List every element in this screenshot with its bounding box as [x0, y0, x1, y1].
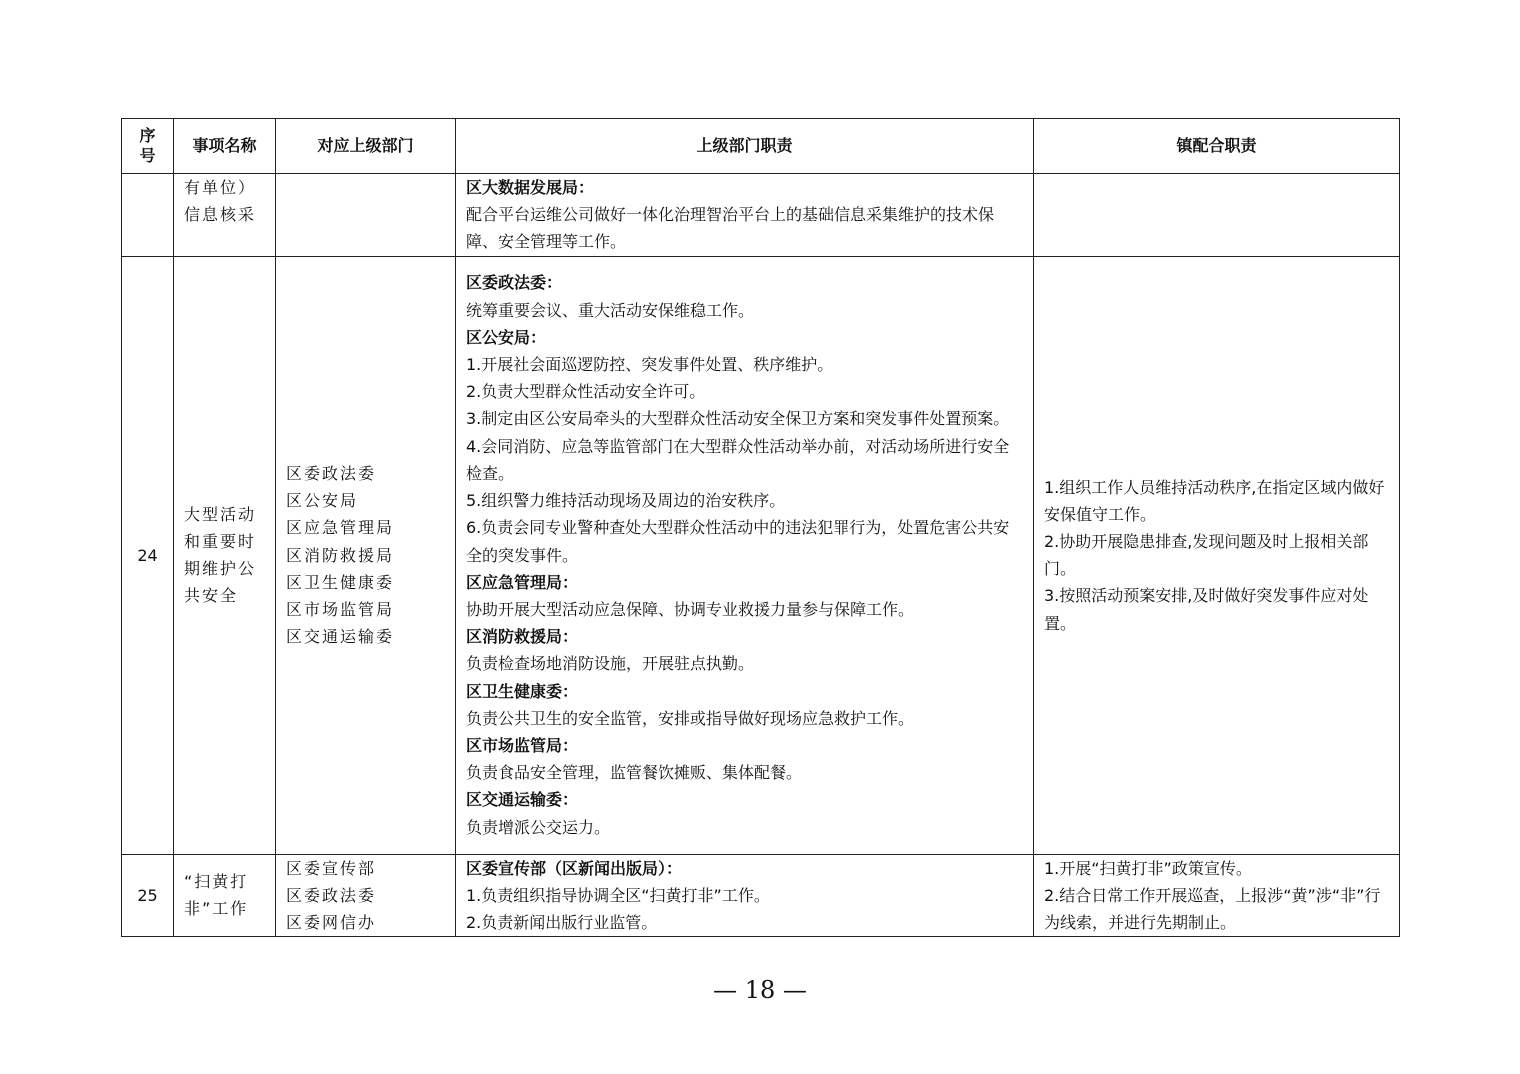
- row-superior-depts: [276, 256, 456, 854]
- item-name-line: 信息核采: [184, 205, 257, 225]
- item-name-line: 有单位）: [184, 178, 257, 197]
- duty-dept-heading: 区大数据发展局：: [466, 178, 595, 197]
- duty-dept-heading: 区委宣传部（区新闻出版局）：: [466, 858, 683, 878]
- header-serial: 序号: [122, 119, 174, 174]
- row-item-name: [174, 256, 276, 854]
- header-town-duties: 镇配合职责: [1034, 119, 1400, 174]
- item-name-line: 期维护公: [184, 559, 257, 579]
- duty-dept-heading: 区应急管理局：: [466, 572, 579, 592]
- row-town-duties: [1034, 256, 1400, 854]
- header-superior-dept: 对应上级部门: [276, 119, 456, 174]
- table-row: [122, 256, 1400, 854]
- dept-name: 区市场监管局: [286, 599, 395, 619]
- item-name-line: 大型活动: [184, 504, 257, 524]
- duty-text: 3.制定由区公安局牵头的大型群众性活动安全保卫方案和突发事件处置预案。: [466, 409, 1010, 429]
- duty-dept-heading: 区卫生健康委：: [466, 681, 579, 701]
- duty-text: 4.会同消防、应急等监管部门在大型群众性活动举办前，对活动场所进行安全检查。: [466, 436, 1010, 483]
- town-duty-text: 2.结合日常工作开展巡查，上报涉“黄”涉“非”行为线索，并进行先期制止。: [1044, 885, 1381, 933]
- item-name-line: 共安全: [184, 586, 239, 606]
- duty-text: 负责增派公交运力。: [466, 817, 611, 837]
- row-superior-duties: [456, 256, 1034, 854]
- dept-name: 区公安局: [286, 491, 359, 511]
- row-town-duties: [1034, 854, 1400, 937]
- row-serial: [122, 174, 174, 257]
- duty-text: 负责食品安全管理，监管餐饮摊贩、集体配餐。: [466, 763, 803, 783]
- header-superior-duties: 上级部门职责: [456, 119, 1034, 174]
- row-serial: 25: [122, 854, 174, 937]
- duty-dept-heading: 区市场监管局：: [466, 735, 579, 755]
- duty-dept-heading: 区交通运输委：: [466, 790, 579, 810]
- row-superior-depts: [276, 174, 456, 257]
- dept-name: 区委宣传部: [286, 858, 377, 878]
- header-item-name: 事项名称: [174, 119, 276, 174]
- duty-dept-heading: 区消防救援局：: [466, 627, 579, 647]
- row-superior-duties: [456, 854, 1034, 937]
- duty-text: 负责公共卫生的安全监管，安排或指导做好现场应急救护工作。: [466, 708, 915, 728]
- responsibility-table: [121, 118, 1400, 937]
- table-row: [122, 854, 1400, 937]
- town-duty-text: 3.按照活动预案安排,及时做好突发事件应对处置。: [1044, 586, 1369, 633]
- row-superior-depts: [276, 854, 456, 937]
- duty-text: 5.组织警力维持活动现场及周边的治安秩序。: [466, 491, 786, 511]
- row-serial: 24: [122, 256, 174, 854]
- table-row: [122, 174, 1400, 257]
- town-duty-text: 1.组织工作人员维持活动秩序,在指定区域内做好安保值守工作。: [1044, 477, 1385, 524]
- row-item-name: [174, 174, 276, 257]
- dept-name: 区交通运输委: [286, 627, 395, 647]
- dept-name: 区委政法委: [286, 885, 377, 905]
- item-name-line: 非”工作: [184, 899, 249, 919]
- duty-text: 1.开展社会面巡逻防控、突发事件处置、秩序维护。: [466, 355, 834, 375]
- dept-name: 区委网信办: [286, 913, 377, 933]
- duty-text: 2.负责大型群众性活动安全许可。: [466, 382, 706, 402]
- duty-text: 协助开展大型活动应急保障、协调专业救援力量参与保障工作。: [466, 599, 915, 619]
- item-name-line: 和重要时: [184, 531, 257, 551]
- dept-name: 区应急管理局: [286, 518, 395, 538]
- duty-dept-heading: 区委政法委：: [466, 273, 563, 293]
- page-number: — 18 —: [713, 976, 807, 1004]
- dept-name: 区委政法委: [286, 463, 377, 483]
- row-town-duties: [1034, 174, 1400, 257]
- dept-name: 区卫生健康委: [286, 572, 395, 592]
- duty-text: 统筹重要会议、重大活动安保维稳工作。: [466, 300, 755, 320]
- row-superior-duties: [456, 174, 1034, 257]
- duty-text: 6.负责会同专业警种查处大型群众性活动中的违法犯罪行为，处置危害公共安全的突发事件。: [466, 518, 1010, 565]
- duty-text: 2.负责新闻出版行业监管。: [466, 913, 658, 933]
- duty-text: 负责检查场地消防设施，开展驻点执勤。: [466, 654, 755, 674]
- town-duty-text: 1.开展“扫黄打非”政策宣传。: [1044, 858, 1252, 878]
- table-header-row: [122, 119, 1400, 174]
- town-duty-text: 2.协助开展隐患排查,发现问题及时上报相关部门。: [1044, 531, 1369, 579]
- item-name-line: “扫黄打: [184, 872, 249, 892]
- duty-text: 配合平台运维公司做好一体化治理智治平台上的基础信息采集维护的技术保障、安全管理等工作。: [466, 205, 995, 252]
- dept-name: 区消防救援局: [286, 545, 395, 565]
- duty-text: 1.负责组织指导协调全区“扫黄打非”工作。: [466, 885, 770, 905]
- duty-dept-heading: 区公安局：: [466, 327, 547, 347]
- row-item-name: [174, 854, 276, 937]
